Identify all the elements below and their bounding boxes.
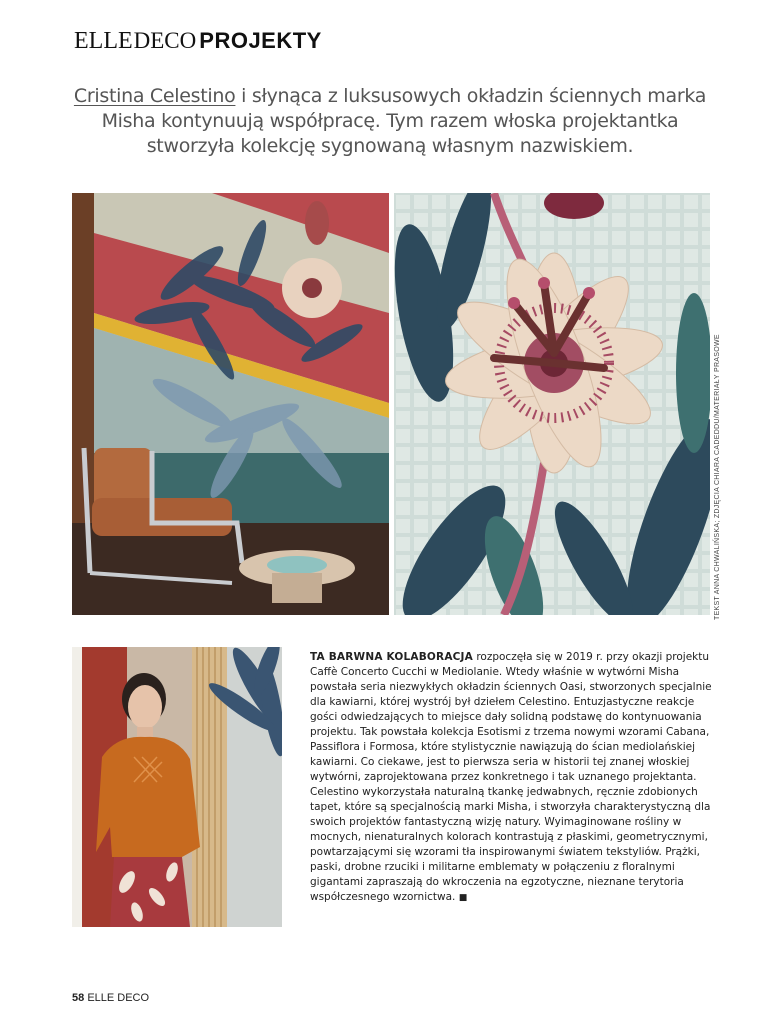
- photo-passion-flower: [394, 193, 710, 615]
- portrait-illustration: [72, 647, 282, 927]
- lead-paragraph: [70, 84, 710, 159]
- brand-elle: ELLE: [74, 28, 133, 54]
- end-mark: ■: [458, 893, 468, 903]
- page-number: 58: [72, 992, 85, 1004]
- footer-magazine: ELLE DECO: [87, 992, 150, 1004]
- photo-designer-portrait: [72, 647, 282, 927]
- chair-mural-illustration: [72, 193, 389, 615]
- article-text: rozpoczęła się w 2019 r. przy okazji projektu Caffè Concerto Cucchi w Mediolanie. Wtedy właśnie w wytwórni Misha powstała seria niezwykłych okładzin ściennych Oasi, stworzonych specjalnie dla kawiarni, której wystrój był dziełem Celestino. Entuzjastyczne reakcje gości odwiedzających to miejsce dały solidną podstawę do kontynuowania projektu. Tak powstała kolekcja Esotismi z trzema nowymi wzorami Cabana, Passiflora i Formosa, które stylistycznie nawiązują do ścian mediolańskiej kawiarni. Co ciekawe, jest to pierwsza seria w historii tej znanej włoskiej wytwórni, zaprojektowana przez konkretnego i tak uznanego projektanta. Celestino wykorzystała naturalną tkankę jedwabnych, ręcznie zdobionych tapet, które są specjalnością marki Misha, i stworzyła charakterystyczną dla swoich projektów fantastyczną wizję natury. Wyimaginowane rośliny w mocnych, nienaturalnych kolorach kontrastują z płaskimi, geometrycznymi, powtarzającymi się wzorami tła inspirowanymi światem tekstyliów. Prążki, paski, drobne rzuciki i militarne emblematy w połączeniu z floralnymi gigantami zapraszają do wkroczenia na egzotyczne, nieznane terytoria współczesnego wzornictwa.: [310, 651, 712, 903]
- page-footer: [72, 992, 149, 1004]
- article-body: [310, 650, 718, 906]
- section-title: PROJEKTY: [199, 28, 322, 53]
- photo-credit: TEKST ANNA CHWALIŃSKA; ZDJĘCIA CHIARA CADEDDU/MATERIAŁY PRASOWE: [714, 334, 721, 620]
- lead-text: i słynąca z luksusowych okładzin ściennych marka Misha kontynuują współpracę. Tym razem włoska projektantka stworzyła kolekcję sygnowaną własnym nazwiskiem.: [101, 85, 707, 157]
- magazine-header: [74, 28, 322, 56]
- photo-chair-mural: [72, 193, 389, 615]
- passion-flower-illustration: [394, 193, 710, 615]
- designer-name: Cristina Celestino: [73, 85, 236, 107]
- article-lead-in: TA BARWNA KOLABORACJA: [310, 651, 473, 663]
- brand-deco: DECO: [133, 28, 197, 53]
